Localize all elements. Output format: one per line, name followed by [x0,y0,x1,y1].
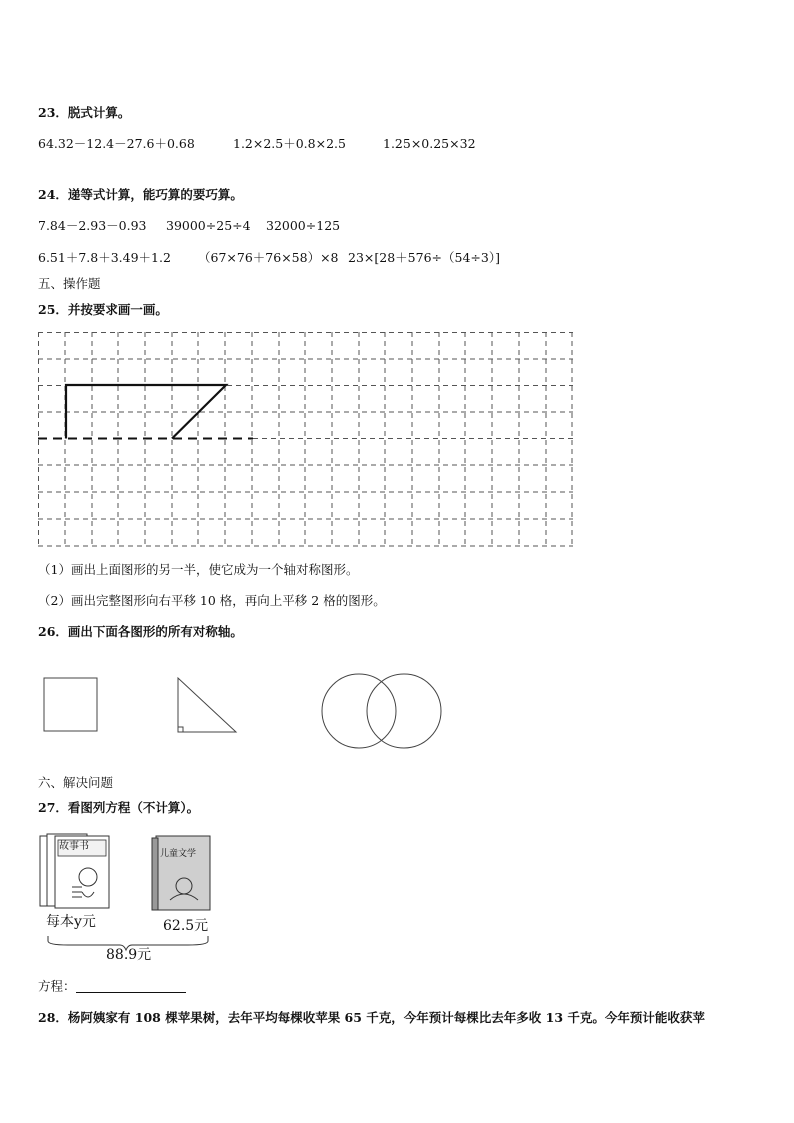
book-children-lit-title: 儿童文学 [160,849,197,859]
q28-text: 28．杨阿姨家有 108 棵苹果树，去年平均每棵收苹果 65 千克，今年预计每棵比去年多收 13 千克。今年预计能收获苹 [38,1010,705,1025]
q24-item-1: 7.84－2.93－0.93 [38,218,147,233]
section-5-heading: 五、操作题 [38,276,101,291]
circle-left-shape [322,674,396,748]
dotted-grid [38,332,573,547]
total-price-label: 88.9元 [106,947,152,963]
circle-right-shape [367,674,441,748]
equation-blank [76,980,186,993]
section-6-heading: 六、解决问题 [38,775,114,790]
q25-sub2: （2）画出完整图形向右平移 10 格，再向上平移 2 格的图形。 [38,593,386,608]
q23-title: 23．脱式计算。 [38,105,131,120]
equation-label: 方程： [38,978,76,994]
right-triangle-shape [178,678,236,732]
q24-item-3: 32000÷125 [266,218,341,233]
q23-item-2: 1.2×2.5＋0.8×2.5 [233,136,346,151]
q25-title: 25．并按要求画一画。 [38,302,168,317]
q23-item-1: 64.32－12.4－27.6＋0.68 [38,136,195,151]
q24-item-5: （67×76＋76×58）×8 [198,250,339,265]
q23-item-3: 1.25×0.25×32 [383,136,476,151]
symmetry-shapes [36,666,446,758]
q25-sub1: （1）画出上面图形的另一半，使它成为一个轴对称图形。 [38,562,359,577]
book-story-title: 故事书 [59,841,89,852]
q24-item-6: 23×[28＋576÷（54÷3）] [348,250,500,265]
q26-title: 26．画出下面各图形的所有对称轴。 [38,624,243,639]
price-single-label: 62.5元 [163,918,209,934]
q24-title: 24．递等式计算，能巧算的要巧算。 [38,187,243,202]
square-shape [44,678,97,731]
q24-item-4: 6.51＋7.8＋3.49＋1.2 [38,250,171,265]
price-each-label: 每本y元 [46,914,96,930]
q27-title: 27．看图列方程（不计算）。 [38,800,200,815]
equation-row [38,980,186,993]
q24-item-2: 39000÷25÷4 [166,218,251,233]
